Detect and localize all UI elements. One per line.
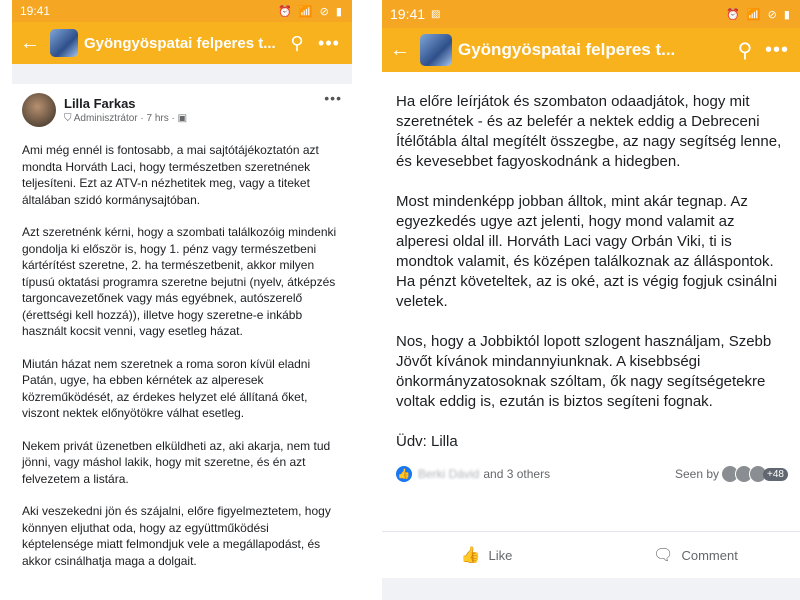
app-bar	[12, 22, 352, 64]
post-paragraph: Miután házat nem szeretnek a roma soron kívül eladni Patán, ugye, ha ebben kérnétek az alperesek közreműködését, az érdekes helyzet elé állítaná őket, viszont nektek előnyötökre válhat esetleg.	[22, 356, 311, 420]
post-paragraph: Aki veszekedni jön és szájalni, előre figyelmeztetem, hogy könnyen eljuthat oda, hogy az együttműködési képtelensége miatt felmondjuk vele a megállapodást, és akkor csinálhatja maga a dolgait.	[22, 504, 331, 568]
search-icon[interactable]: ⚲	[737, 39, 753, 62]
reactions-others[interactable]: and 3 others	[483, 467, 551, 481]
post-paragraph: Ami még ennél is fontosabb, a mai sajtótájékoztatón azt mondta Horváth Laci, hogy természetben szeretnének teljesíteni. Ezt az ATV-n nézhetitek meg, vagy a titeket általában szidó kormánysajtóban.	[22, 143, 319, 207]
author-role: Adminisztrátor	[73, 113, 138, 124]
status-bar	[12, 0, 352, 22]
post-time[interactable]: 7 hrs	[146, 113, 169, 124]
more-options-icon[interactable]: •••	[318, 32, 340, 53]
seen-by-label: Seen by	[674, 467, 720, 481]
post-card-continued	[382, 72, 800, 578]
post-card	[12, 84, 352, 600]
post-more-icon[interactable]: •••	[324, 90, 342, 106]
comment-bubble-icon: 🗨	[653, 547, 674, 564]
post-paragraph: Azt szeretnénk kérni, hogy a szombati találkozóig mindenki gondolja ki először is, hogy 1. pénz vagy természetbeni kártérítést szeretne, 2. ha természetbenit, akkor milyen típusú oktatási programra szeretne bejutni (nyelv, átképzés targoncavezetőnek vagy más egyébnek, autószerelő (érettségi kell hozzá)), illetve hogy szeretne-e inkább használt kocsit venni, vagy esetleg házat.	[22, 225, 337, 338]
search-icon[interactable]: ⚲	[290, 32, 304, 53]
reactor-name[interactable]: Berki Dávid	[418, 467, 480, 481]
group-title[interactable]: Gyöngyöspatai felperes t...	[458, 40, 676, 59]
admin-shield-icon: ⛉	[64, 113, 72, 124]
group-avatar[interactable]	[50, 29, 78, 57]
status-time: 19:41	[20, 4, 51, 18]
post-signature: Üdv: Lilla	[396, 433, 458, 450]
left-screenshot	[12, 0, 352, 600]
post-paragraph: Most mindenképp jobban álltok, mint akár tegnap. Az egyezkedés ugye azt jelenti, hogy mond valamit az alperesi oldal ill. Horváth Laci vagy Orbán Viki, ti is mondtok valamit, és középen találkoznak az álláspontok. Ha pénzt követeltek, az is oké, azt is végig fogjuk csinálni veletek.	[396, 193, 778, 310]
gallery-notification-icon: ▨	[431, 8, 441, 20]
post-paragraph: Nekem privát üzenetben elküldheti az, aki akarja, nem tud jönni, vagy máshol lakik, hogy mit szeretne, és én azt felvezetem a listára.	[22, 438, 331, 486]
like-button[interactable]	[382, 545, 591, 565]
more-options-icon[interactable]: •••	[764, 38, 789, 61]
author-avatar[interactable]	[22, 93, 56, 127]
privacy-icon: ▣	[177, 113, 188, 124]
post-paragraph: Nos, hogy a Jobbiktól lopott szlogent használjam, Szebb Jövőt kívánok mindannyiunknak. A kisebbségi önkormányzatosoknak szóltam, ők nagy segítségetekre voltak eddig is, ezután is biztos segíteni fognak.	[396, 333, 772, 410]
post-paragraph: Ha előre leírjátok és szombaton odaadjátok, hogy mit szeretnétek - és az belefér a nektek eddig a Debreceni Ítélőtábla által megítélt összegbe, az nagy segítség lenne, és kevesebbet fagyoskodnánk a hidegben.	[396, 93, 782, 170]
back-arrow-icon[interactable]: ←	[390, 38, 410, 61]
back-arrow-icon[interactable]: ←	[20, 31, 40, 54]
seen-by[interactable]	[675, 465, 788, 483]
status-icons: ⏰ 📶 ⊘ ▮	[278, 5, 344, 18]
group-title[interactable]: Gyöngyöspatai felperes t...	[84, 34, 276, 52]
post-header	[22, 90, 342, 130]
status-icons: ⏰ 📶 ⊘ ▮	[726, 8, 792, 21]
like-reaction-icon: 👍	[396, 466, 412, 482]
post-meta: ⛉ Adminisztrátor · 7 hrs · ▣	[64, 113, 188, 124]
reactions-row[interactable]	[396, 464, 788, 484]
status-time: 19:41	[390, 6, 426, 22]
seen-count: +48	[763, 468, 788, 481]
thumbs-up-icon: 👍	[460, 547, 481, 564]
app-bar	[382, 28, 800, 72]
like-label: Like	[488, 547, 513, 563]
comment-label: Comment	[681, 547, 738, 563]
group-avatar[interactable]	[420, 34, 452, 66]
seen-avatars	[725, 465, 767, 483]
comment-button[interactable]	[591, 545, 800, 565]
status-bar	[382, 0, 800, 28]
right-screenshot	[382, 0, 800, 600]
post-actions	[382, 531, 800, 578]
author-name[interactable]: Lilla Farkas	[64, 96, 136, 111]
